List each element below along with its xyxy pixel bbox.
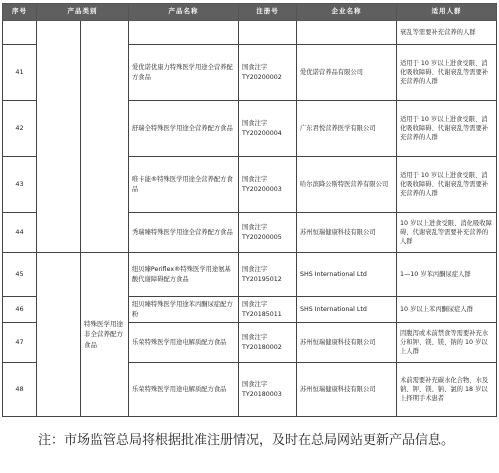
cell-product: 唯卡能®特殊医学用途全营养配方食品	[129, 157, 239, 213]
cell-target: 术前需要补充碳水化合物、水及钠、钾、镁、钠、氯的 18 岁以上择期手术患者	[397, 363, 497, 417]
product-registration-table	[2, 3, 497, 417]
cell-product: 乐荣特殊医学用途电解质配方食品	[129, 363, 239, 417]
cell-reg: 国食注字TY20185011	[239, 297, 297, 323]
cell-no: 44	[3, 213, 37, 253]
cell-product: 舒瑞全特殊医学用途全营养配方食品	[129, 101, 239, 157]
cell-product: 纽贝臻特殊医学用途苯丙酮尿症配方粉	[129, 297, 239, 323]
cell-reg: 国食注字TY20200004	[239, 101, 297, 157]
cell-company: 哈尔滨降公斯特医营养有限公司	[297, 157, 397, 213]
cell-company: 爱优诺营养品有限公司	[297, 45, 397, 101]
cell-reg	[239, 21, 297, 45]
header-reg: 注册号	[239, 4, 297, 21]
cell-target: 1—10 岁苯丙酮尿症人群	[397, 253, 497, 297]
header-target: 适用人群	[397, 4, 497, 21]
footnote: 注：市场监管总局将根据批准注册情况，及时在总局网站更新产品信息。	[38, 433, 455, 448]
header-category: 产品类别	[37, 4, 129, 21]
cell-no: 43	[3, 157, 37, 213]
cell-no: 47	[3, 323, 37, 363]
cell-company	[297, 21, 397, 45]
cell-category-inner	[81, 21, 129, 253]
cell-product: 秀瑞臻特殊医学用途全营养配方食品	[129, 213, 239, 253]
cell-target: 衰乱等需要补充营养的人群	[397, 21, 497, 45]
table-row	[3, 253, 497, 297]
cell-reg: 国食注字TY20195012	[239, 253, 297, 297]
header-no: 序号	[3, 4, 37, 21]
cell-no: 48	[3, 363, 37, 417]
cell-company: SHS International Ltd	[297, 297, 397, 323]
cell-no: 42	[3, 101, 37, 157]
header-company: 企业名称	[297, 4, 397, 21]
cell-no: 45	[3, 253, 37, 297]
cell-company: 苏州恒瑞健康科技有限公司	[297, 363, 397, 417]
cell-product	[129, 21, 239, 45]
cell-target: 10 岁以上进食受限、消化吸收障碍、代谢衰乱等需要补充营养的人群	[397, 213, 497, 253]
table-row	[3, 21, 497, 45]
cell-category-blank	[37, 253, 81, 417]
cell-reg: 国食注字TY20180003	[239, 363, 297, 417]
cell-reg: 国食注字TY20180002	[239, 323, 297, 363]
cell-product: 爱优诺优康力特殊医学用途全营养配方食品	[129, 45, 239, 101]
cell-no: 46	[3, 297, 37, 323]
cell-no	[3, 21, 37, 45]
cell-category-label: 特殊医学用途非全营养配方食品	[81, 253, 129, 417]
cell-target: 适用于 10 岁以上进食受限、消化吸收障碍、代谢衰乱等需要补充营养的人群	[397, 101, 497, 157]
cell-product: 纽贝臻Periflex®特殊医学用途氨基酸代谢障碍配方食品	[129, 253, 239, 297]
cell-reg: 国食注字TY20200003	[239, 157, 297, 213]
header-product: 产品名称	[129, 4, 239, 21]
cell-no: 41	[3, 45, 37, 101]
table-header-row	[3, 4, 497, 21]
cell-target: 因腹泻或术前禁食等需要补充水分和钾、镁、镁、钠的 10 岁以上人群	[397, 323, 497, 363]
cell-reg: 国食注字TY20200005	[239, 213, 297, 253]
cell-target: 适用于 10 岁以上进食受限、消化吸收障碍、代谢衰乱等需要补充营养的人群	[397, 157, 497, 213]
cell-company: SHS International Ltd	[297, 253, 397, 297]
cell-category-outer	[37, 21, 81, 253]
cell-reg: 国食注字TY20200002	[239, 45, 297, 101]
cell-company: 广东君悦营养医学有限公司	[297, 101, 397, 157]
cell-company: 苏州恒瑞健康科技有限公司	[297, 323, 397, 363]
cell-company: 苏州恒瑞健康科技有限公司	[297, 213, 397, 253]
cell-target: 10 岁以上苯丙酮尿症人群	[397, 297, 497, 323]
cell-target: 适用于 10 岁以上进食受限、消化吸收障碍、代谢衰乱等需要补充营养的人群	[397, 45, 497, 101]
cell-product: 乐荣特殊医学用途电解质配方食品	[129, 323, 239, 363]
